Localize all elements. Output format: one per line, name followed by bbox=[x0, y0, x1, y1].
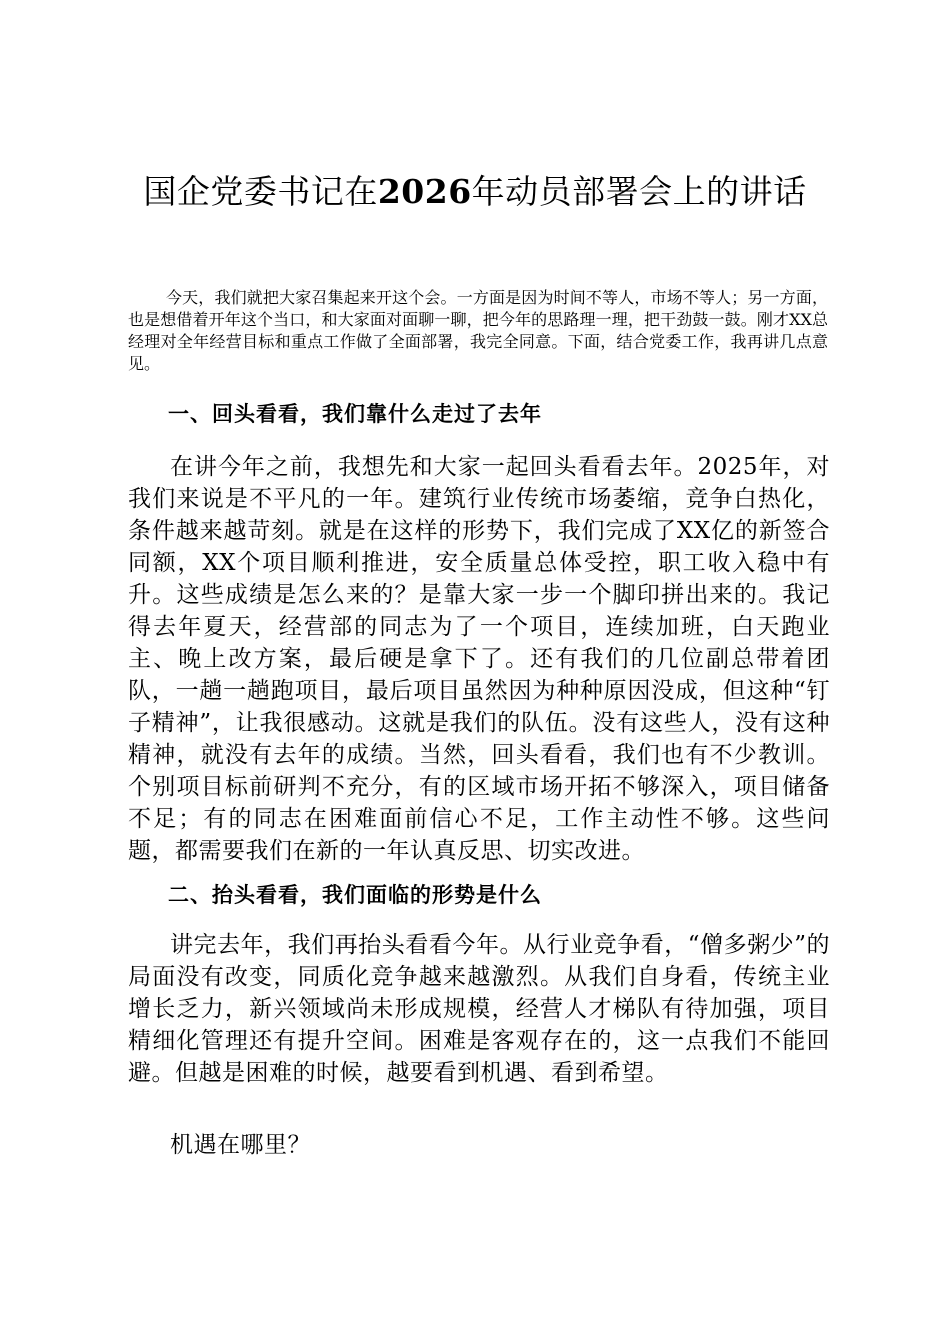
section-2-heading: 二、抬头看看，我们面临的形势是什么 bbox=[168, 882, 542, 907]
title-year: 2026 bbox=[377, 172, 472, 211]
section-1-heading: 一、回头看看，我们靠什么走过了去年 bbox=[168, 401, 542, 426]
title-part-1: 国企党委书记在 bbox=[143, 172, 378, 211]
intro-paragraph: 今天，我们就把大家召集起来开这个会。一方面是因为时间不等人，市场不等人；另一方面，也是想借着开年这个当口，和大家面对面聊一聊，把今年的思路理一理，把干劲鼓一鼓。刚才XX总经理对全年经营目标和重点工作做了全面部署，我完全同意。下面，结合党委工作，我再讲几点意见。 bbox=[128, 288, 828, 373]
question-paragraph: 机遇在哪里？ bbox=[170, 1132, 311, 1158]
section-1-paragraph: 在讲今年之前，我想先和大家一起回头看看去年。2025年，对我们来说是不平凡的一年。建筑行业传统市场萎缩，竞争白热化，条件越来越苛刻。就是在这样的形势下，我们完成了XX亿的新签合同额，XX个项目顺利推进，安全质量总体受控，职工收入稳中有升。这些成绩是怎么来的？是靠大家一步一个脚印拼出来的。我记得去年夏天，经营部的同志为了一个项目，连续加班，白天跑业主、晚上改方案，最后硬是拿下了。还有我们的几位副总带着团队，一趟一趟跑项目，最后项目虽然因为种种原因没成，但这种“钉子精神”，让我很感动。这就是我们的队伍。没有这些人，没有这种精神，就没有去年的成绩。当然，回头看看，我们也有不少教训。个别项目标前研判不充分，有的区域市场开拓不够深入，项目储备不足；有的同志在困难面前信心不足，工作主动性不够。这些问题，都需要我们在新的一年认真反思、切实改进。 bbox=[128, 454, 830, 864]
title-part-2: 年动员部署会上的讲话 bbox=[471, 172, 807, 211]
document-title bbox=[80, 170, 870, 214]
section-2-paragraph: 讲完去年，我们再抬头看看今年。从行业竞争看，“僧多粥少”的局面没有改变，同质化竞争越来越激烈。从我们自身看，传统主业增长乏力，新兴领域尚未形成规模，经营人才梯队有待加强，项目精细化管理还有提升空间。困难是客观存在的，这一点我们不能回避。但越是困难的时候，越要看到机遇、看到希望。 bbox=[128, 932, 830, 1086]
